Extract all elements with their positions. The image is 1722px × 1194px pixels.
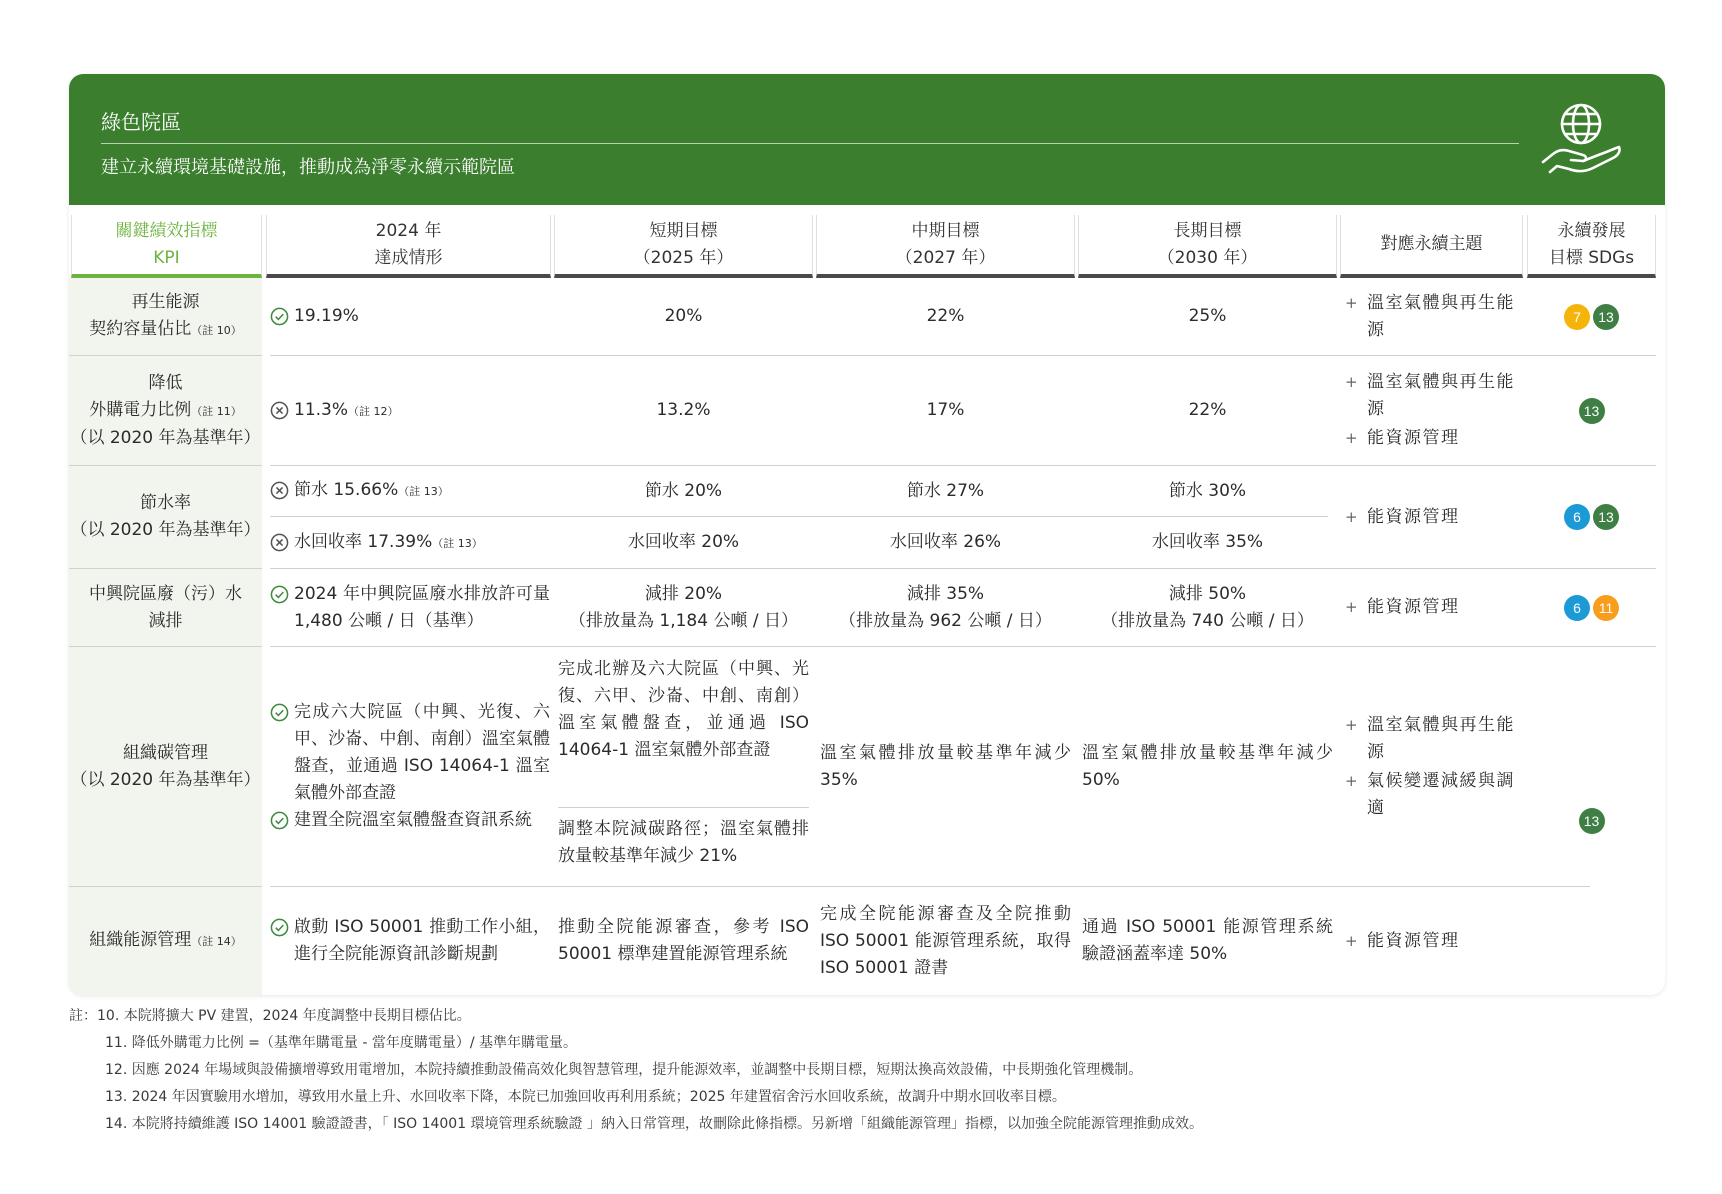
- check-circle-icon: [270, 303, 294, 330]
- achievement-text: 啟動 ISO 50001 推動工作小組，進行全院能源資訊診斷規劃: [294, 917, 550, 964]
- mid-target: 17%: [926, 400, 965, 420]
- theme-item: [1345, 425, 1521, 452]
- theme-text: 溫室氣體與再生能源: [1367, 292, 1515, 340]
- theme-list: [1345, 278, 1521, 355]
- kpi-line: 再生能源: [131, 292, 200, 312]
- footnote-ref: （註 11）: [191, 404, 242, 418]
- achievement-item: [270, 303, 550, 330]
- header-kpi-line1: 關鍵績效指標: [115, 220, 218, 241]
- achievement-purchased-power: [270, 356, 550, 465]
- achievement-water-saving: [270, 466, 550, 516]
- theme-text: 能資源管理: [1367, 930, 1460, 951]
- achievement-water-recycling: [270, 517, 550, 568]
- sdg-badges: [1527, 466, 1656, 568]
- row-divider: [558, 807, 809, 808]
- achievement-value: 節水 15.66%: [294, 480, 399, 500]
- header-long-term: [1078, 215, 1337, 278]
- target-text: 推動全院能源審查，參考 ISO 50001 標準建置能源管理系統: [558, 917, 809, 964]
- header-long-line2: （2030 年）: [1157, 247, 1258, 268]
- kpi-carbon-management: [69, 647, 262, 886]
- target-line: 減排 20%: [644, 583, 723, 604]
- short-target: 水回收率 20%: [627, 532, 740, 552]
- theme-text: 能資源管理: [1367, 597, 1460, 617]
- achievement-item: [270, 699, 550, 807]
- section-banner: [69, 74, 1665, 205]
- footnote-ref: （註 13）: [432, 536, 483, 550]
- long-target: 22%: [1188, 400, 1227, 420]
- footnote-ref: （註 10）: [191, 324, 242, 337]
- long-target: [1082, 887, 1333, 995]
- mid-target: [820, 647, 1071, 886]
- header-short-line1: 短期目標: [649, 220, 718, 241]
- theme-item: [1345, 712, 1521, 766]
- check-circle-icon: [270, 914, 294, 941]
- sdg-6-badge: 6: [1564, 504, 1590, 530]
- mid-target: 節水 27%: [906, 480, 985, 501]
- kpi-line: 降低: [148, 372, 183, 393]
- achievement-energy: [270, 887, 550, 995]
- achievement-text: 2024 年中興院區廢水排放許可量 1,480 公噸 / 日（基準）: [294, 583, 550, 631]
- plus-icon: +: [1345, 715, 1360, 734]
- footnotes: [69, 1003, 1203, 1138]
- kpi-wastewater-reduction: [69, 569, 262, 646]
- header-sdgs-line2: 目標 SDGs: [1548, 247, 1635, 268]
- theme-item: [1345, 594, 1521, 621]
- sdg-13-badge: 13: [1593, 304, 1619, 330]
- theme-item: [1345, 504, 1521, 531]
- short-target: [558, 569, 809, 646]
- achievement-renewable: [270, 278, 550, 355]
- theme-item: [1345, 928, 1521, 955]
- kpi-renewable-energy: [69, 278, 262, 355]
- theme-text: 能資源管理: [1367, 428, 1460, 448]
- footnote-ref: （註 14）: [191, 935, 242, 948]
- header-short-term: [554, 215, 813, 278]
- theme-text: 溫室氣體與再生能源: [1367, 714, 1515, 762]
- target-line: （排放量為 1,184 公噸 / 日）: [568, 610, 798, 631]
- header-short-line2: （2025 年）: [633, 247, 734, 268]
- header-2024: [266, 215, 551, 278]
- mid-target: [820, 569, 1071, 646]
- section-subtitle: 建立永續環境基礎設施，推動成為淨零永續示範院區: [101, 157, 515, 178]
- check-circle-icon: [270, 699, 294, 726]
- theme-text: 氣候變遷減緩與調適: [1367, 770, 1515, 818]
- target-line: （排放量為 962 公噸 / 日）: [839, 610, 1052, 631]
- header-mid-line2: （2027 年）: [895, 247, 996, 268]
- header-mid-line1: 中期目標: [911, 220, 980, 241]
- theme-list: [1345, 887, 1521, 995]
- achievement-item: [270, 914, 550, 968]
- achievement-item: [270, 581, 550, 635]
- theme-item: [1345, 290, 1521, 344]
- kpi-purchased-power: [69, 356, 262, 465]
- plus-icon: +: [1345, 429, 1360, 447]
- kpi-line: [89, 927, 242, 955]
- footnote: 13. 2024 年因實驗用水增加，導致用水量上升、水回收率下降，本院已加強回收再利用系統；2025 年建置宿舍污水回收系統，故調升中期水回收率目標。: [105, 1089, 1066, 1105]
- long-target: 25%: [1188, 306, 1227, 326]
- sdg-badges: [1527, 356, 1656, 465]
- short-target: 完成北辦及六大院區（中興、光復、六甲、沙崙、中創、南創）溫室氣體盤查，並通過 ISO 14064-1 溫室氣體外部查證: [558, 659, 809, 760]
- achievement-text: [294, 529, 550, 557]
- achievement-item: [270, 807, 550, 834]
- short-target: [558, 887, 809, 995]
- header-theme: [1340, 215, 1523, 278]
- target-text: 完成全院能源審查及全院推動 ISO 50001 能源管理系統，取得 ISO 50001 證書: [820, 903, 1071, 978]
- section-title: 綠色院區: [101, 110, 181, 134]
- achievement-carbon: [270, 647, 550, 886]
- green-campus-card: [69, 74, 1665, 995]
- theme-item: [1345, 369, 1521, 423]
- check-circle-icon: [270, 807, 294, 834]
- theme-text: 能資源管理: [1367, 506, 1460, 527]
- header-mid-term: [816, 215, 1075, 278]
- achievement-text: [294, 397, 550, 425]
- sdg-13-badge: 13: [1579, 398, 1605, 424]
- footnote: 14. 本院將持續維護 ISO 14001 驗證證書，「 ISO 14001 環境管理系統驗證 」納入日常管理，故刪除此條指標。另新增「組織能源管理」指標，以加強全院能源管理推動成效。: [105, 1116, 1204, 1132]
- header-long-line1: 長期目標: [1173, 220, 1242, 241]
- footnote: 11. 降低外購電力比例 =（基準年購電量 - 當年度購電量）/ 基準年購電量。: [105, 1035, 578, 1051]
- sdg-badges: [1527, 569, 1656, 646]
- target-text: 溫室氣體排放量較基準年減少 35%: [820, 742, 1071, 790]
- kpi-energy-management: [69, 887, 262, 995]
- mid-target: 22%: [926, 306, 965, 326]
- kpi-text: 契約容量佔比: [89, 319, 192, 339]
- sdg-11-badge: 11: [1593, 595, 1619, 621]
- kpi-line: [89, 397, 242, 425]
- x-circle-icon: [270, 529, 294, 556]
- header-kpi-line2: KPI: [153, 247, 180, 268]
- header-theme-line1: 對應永續主題: [1380, 234, 1483, 254]
- target-line: （排放量為 740 公噸 / 日）: [1101, 610, 1314, 631]
- plus-icon: +: [1345, 598, 1360, 616]
- kpi-line: （以 2020 年為基準年）: [70, 769, 261, 790]
- short-target: 20%: [664, 306, 703, 326]
- kpi-line: 減排: [148, 610, 183, 631]
- sdg-7-badge: 7: [1564, 304, 1590, 330]
- sdg-6-badge: 6: [1564, 595, 1590, 621]
- sdg-13-badge: 13: [1579, 808, 1605, 834]
- long-target: 水回收率 35%: [1151, 532, 1264, 552]
- short-target: 13.2%: [656, 400, 711, 420]
- banner-divider: [101, 143, 1519, 144]
- long-target: [1082, 647, 1333, 886]
- achievement-wastewater: [270, 569, 550, 646]
- achievement-item: [270, 529, 550, 557]
- kpi-line: 節水率: [140, 493, 191, 513]
- achievement-text: [294, 477, 550, 505]
- achievement-text: 完成六大院區（中興、光復、六甲、沙崙、中創、南創）溫室氣體盤查，並通過 ISO 14064-1 溫室氣體外部查證: [294, 702, 550, 803]
- long-target: [1082, 569, 1333, 646]
- plus-icon: +: [1345, 771, 1360, 790]
- theme-item: [1345, 768, 1521, 822]
- theme-list: [1345, 356, 1521, 465]
- achievement-item: [270, 477, 550, 505]
- x-circle-icon: [270, 477, 294, 504]
- check-circle-icon: [270, 581, 294, 608]
- kpi-text: 組織能源管理: [89, 930, 192, 950]
- footnote: 12. 因應 2024 年場域與設備擴增導致用電增加，本院持續推動設備高效化與智慧管理，提升能源效率，並調整中長期目標，短期汰換高效設備，中長期強化管理機制。: [105, 1062, 1143, 1078]
- sdg-13-badge: 13: [1593, 504, 1619, 530]
- short-target: 調整本院減碳路徑；溫室氣體排放量較基準年減少 21%: [558, 819, 809, 866]
- plus-icon: +: [1345, 931, 1360, 950]
- kpi-line: 中興院區廢（污）水: [89, 583, 242, 604]
- kpi-line: [89, 316, 242, 344]
- target-line: 減排 35%: [906, 583, 985, 604]
- kpi-line: （以 2020 年為基準年）: [70, 520, 261, 540]
- kpi-line: （以 2020 年為基準年）: [70, 427, 261, 448]
- plus-icon: +: [1345, 293, 1360, 312]
- kpi-text: 外購電力比例: [89, 399, 192, 420]
- footnote: 註：10. 本院將擴大 PV 建置，2024 年度調整中長期目標佔比。: [69, 1008, 471, 1024]
- header-2024-line2: 達成情形: [374, 247, 443, 268]
- long-target: 節水 30%: [1168, 480, 1247, 501]
- mid-target: [820, 887, 1071, 995]
- header-sdgs: [1527, 215, 1656, 278]
- achievement-text: 19.19%: [294, 306, 359, 326]
- header-2024-line1: 2024 年: [375, 220, 442, 241]
- header-kpi: [71, 215, 262, 278]
- kpi-line: 組織碳管理: [123, 742, 208, 763]
- mid-target: 水回收率 26%: [889, 532, 1002, 552]
- achievement-item: [270, 397, 550, 425]
- theme-text: 溫室氣體與再生能源: [1367, 372, 1515, 419]
- sdg-badges: [1527, 278, 1656, 355]
- footnote-ref: （註 12）: [348, 404, 399, 418]
- achievement-text: 建置全院溫室氣體盤查資訊系統: [294, 810, 532, 830]
- footnote-ref: （註 13）: [398, 485, 449, 498]
- header-sdgs-line1: 永續發展: [1557, 220, 1626, 241]
- kpi-water-saving: [69, 466, 262, 568]
- plus-icon: +: [1345, 507, 1360, 526]
- target-text: 通過 ISO 50001 能源管理系統驗證涵蓋率達 50%: [1082, 917, 1333, 964]
- short-target: 節水 20%: [644, 480, 723, 501]
- globe-in-hand-icon: [1539, 102, 1623, 180]
- target-text: 溫室氣體排放量較基準年減少 50%: [1082, 742, 1333, 790]
- theme-list: [1345, 466, 1521, 568]
- achievement-value: 水回收率 17.39%: [294, 531, 433, 552]
- theme-list: [1345, 569, 1521, 646]
- theme-list: [1345, 647, 1521, 886]
- target-line: 減排 50%: [1168, 583, 1247, 604]
- sdg-badges: [1527, 647, 1656, 995]
- achievement-value: 11.3%: [294, 399, 349, 420]
- x-circle-icon: [270, 397, 294, 424]
- plus-icon: +: [1345, 373, 1360, 391]
